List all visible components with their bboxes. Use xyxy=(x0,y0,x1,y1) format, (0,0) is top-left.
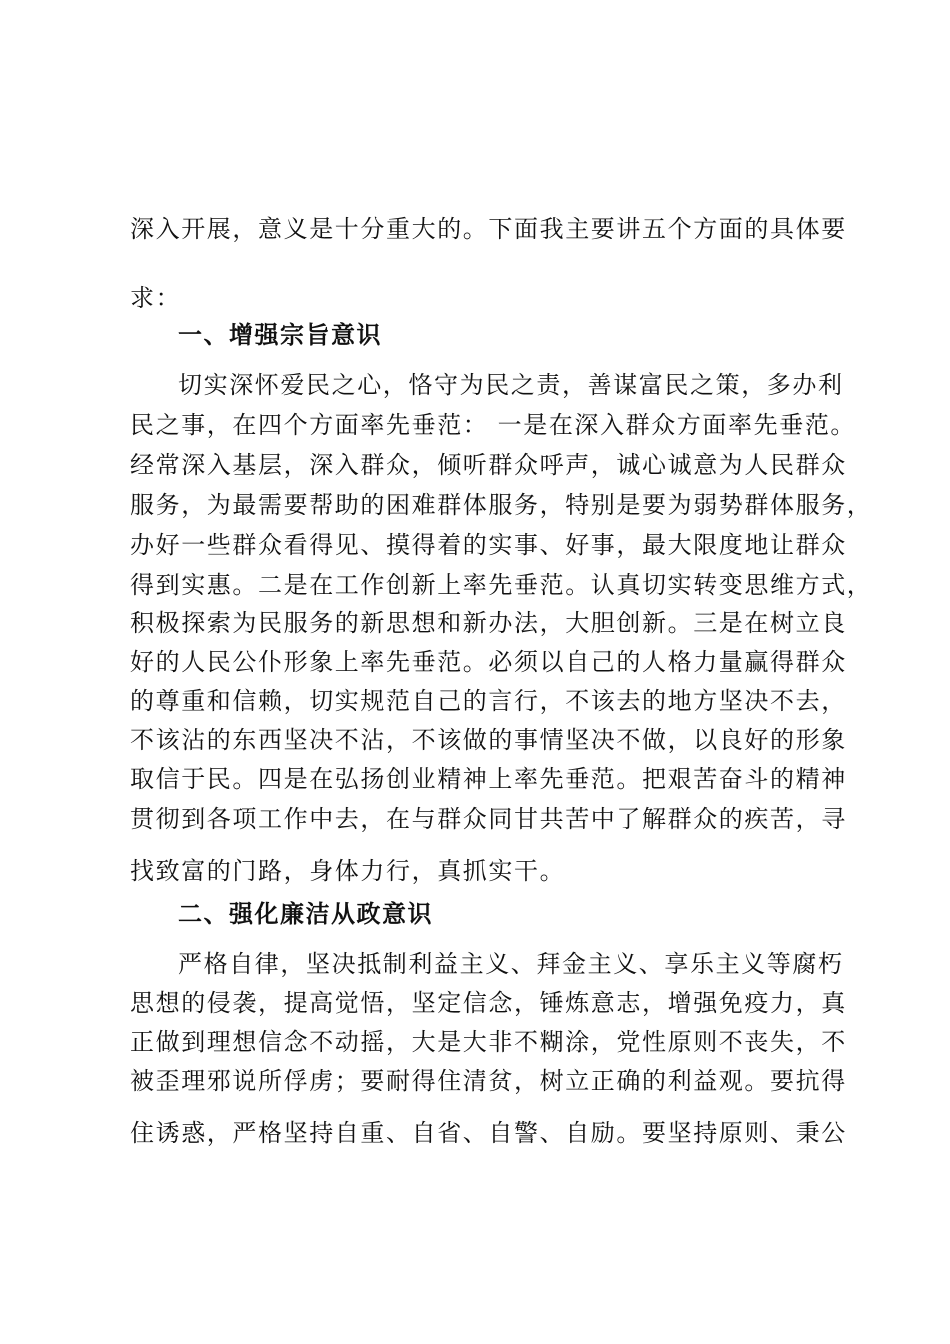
paragraph-line: 积极探索为民服务的新思想和新办法，大胆创新。三是在树立良 xyxy=(130,609,847,637)
paragraph-line: 办好一些群众看得见、摸得着的实事、好事，最大限度地让群众 xyxy=(130,531,847,559)
paragraph-line: 好的人民公仆形象上率先垂范。必须以自己的人格力量赢得群众 xyxy=(130,648,847,676)
paragraph-line: 得到实惠。二是在工作创新上率先垂范。认真切实转变思维方式， xyxy=(130,571,873,599)
section-heading-2: 二、强化廉洁从政意识 xyxy=(178,900,433,928)
paragraph-line: 求： xyxy=(130,284,182,312)
paragraph-line: 经常深入基层，深入群众，倾听群众呼声，诚心诚意为人民群众 xyxy=(130,451,847,479)
paragraph-line: 民之事，在四个方面率先垂范： 一是在深入群众方面率先垂范。 xyxy=(130,411,857,439)
paragraph-line: 严格自律，坚决抵制利益主义、拜金主义、享乐主义等腐朽 xyxy=(178,950,844,978)
paragraph-line: 不该沾的东西坚决不沾，不该做的事情坚决不做，以良好的形象 xyxy=(130,726,847,754)
paragraph-line: 住诱惑，严格坚持自重、自省、自警、自励。要坚持原则、秉公 xyxy=(130,1119,847,1147)
paragraph-line: 被歪理邪说所俘虏；要耐得住清贫，树立正确的利益观。要抗得 xyxy=(130,1067,847,1095)
paragraph-line: 找致富的门路，身体力行，真抓实干。 xyxy=(130,857,566,885)
paragraph-line: 深入开展，意义是十分重大的。下面我主要讲五个方面的具体要 xyxy=(130,215,847,243)
paragraph-line: 正做到理想信念不动摇，大是大非不糊涂，党性原则不丧失，不 xyxy=(130,1028,847,1056)
section-heading-1: 一、增强宗旨意识 xyxy=(178,321,382,349)
paragraph-line: 的尊重和信赖，切实规范自己的言行，不该去的地方坚决不去， xyxy=(130,687,847,715)
paragraph-line: 贯彻到各项工作中去，在与群众同甘共苦中了解群众的疾苦，寻 xyxy=(130,805,847,833)
paragraph-line: 思想的侵袭，提高觉悟，坚定信念，锤炼意志，增强免疫力，真 xyxy=(130,989,847,1017)
paragraph-line: 服务，为最需要帮助的困难群体服务，特别是要为弱势群体服务， xyxy=(130,491,873,519)
paragraph-line: 切实深怀爱民之心，恪守为民之责，善谋富民之策，多办利 xyxy=(178,371,844,399)
paragraph-line: 取信于民。四是在弘扬创业精神上率先垂范。把艰苦奋斗的精神 xyxy=(130,765,847,793)
